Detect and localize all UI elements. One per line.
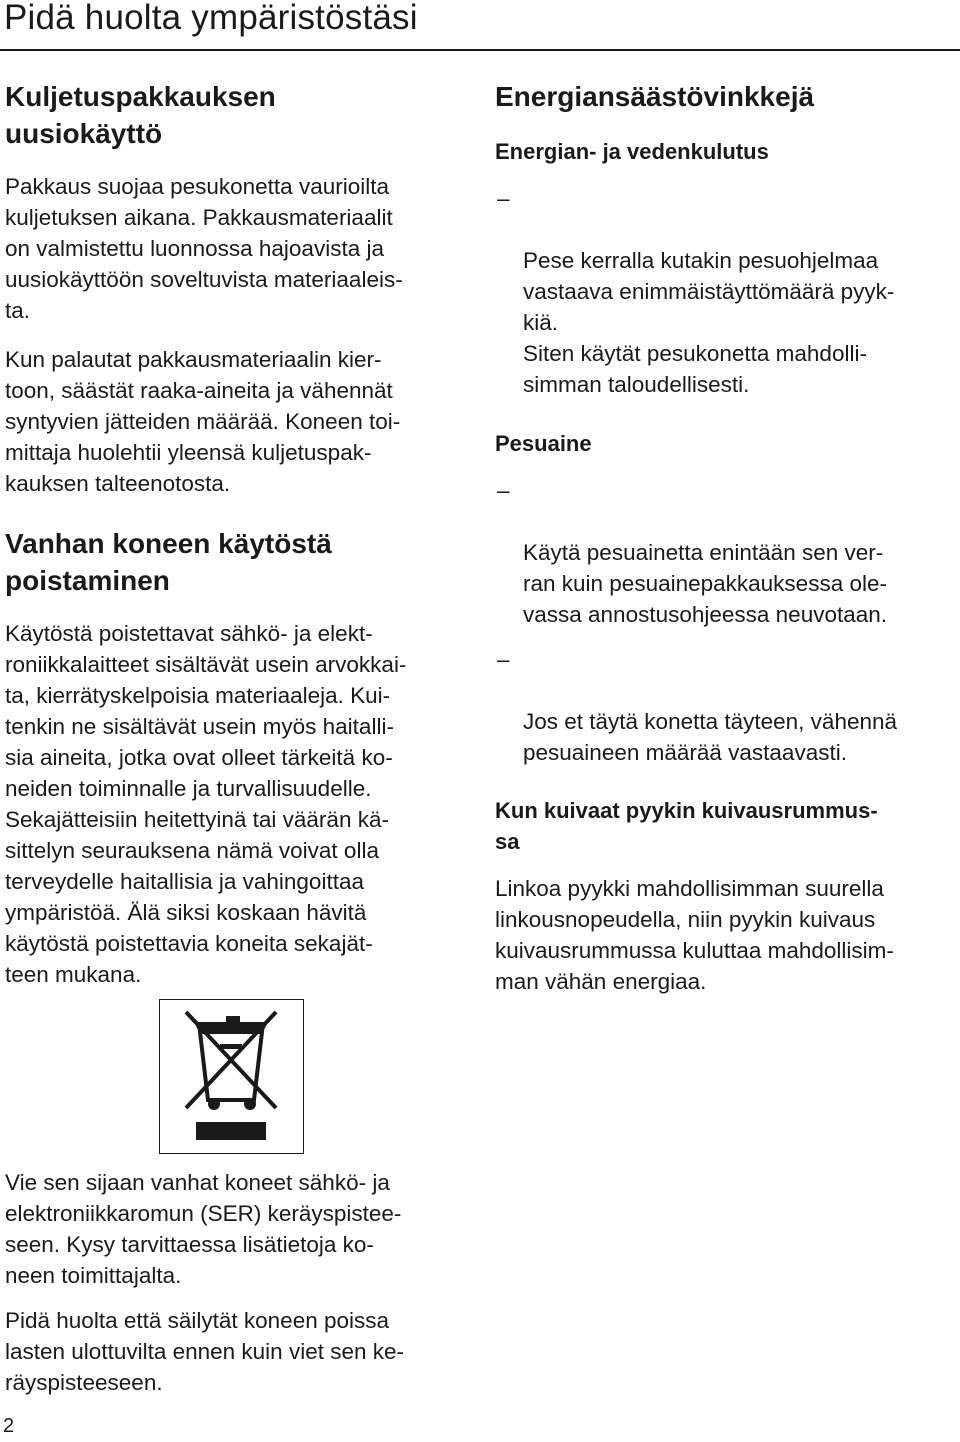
list-dash: –: [497, 647, 510, 672]
left-column: [5, 72, 475, 990]
title-rule: [0, 49, 960, 51]
weee-symbol-box: [159, 999, 304, 1154]
list-item-text: Pese kerralla kutakin pesuohjelmaa vastaava enimmäistäyttömäärä pyyk- kiä. Siten käytät pesukonetta mahdolli- simman taloudellisesti.: [523, 248, 895, 397]
page-title: Pidä huolta ympäristöstäsi: [4, 0, 418, 37]
disposal-paragraph-1: Käytöstä poistettavat sähkö- ja elekt- roniikkalaitteet sisältävät usein arvokkai- ta, kierrätyskelpoisia materiaaleja. Kui- tenkin ne sisältävät usein myös haitalli- sia aineita, jotka ovat olleet tärkeitä ko- neiden toiminnalle ja turvallisuudelle. Sekajätteisiin heitettyinä tai väärän kä- sittelyn seurauksena nämä voivat olla terveydelle haitallisia ja vahingoittaa ympäristöä. Älä siksi koskaan hävitä käytöstä poistettavia koneita sekajät- teen mukana.: [5, 621, 407, 987]
list-dash: –: [497, 478, 510, 503]
list-dash: –: [497, 186, 510, 211]
section-heading-energy-tips: Energiansäästövinkkejä: [495, 81, 815, 112]
disposal-paragraph-2: Vie sen sijaan vanhat koneet sähkö- ja elektroniikkaromun (SER) keräyspistee- seen. Kysy tarvittaessa lisätietoja ko- neen toimittajalta.: [5, 1170, 402, 1288]
list-item: [495, 644, 955, 768]
right-column: [495, 72, 955, 997]
list-item: [495, 183, 955, 400]
packaging-paragraph-1: Pakkaus suojaa pesukonetta vaurioilta kuljetuksen aikana. Pakkausmateriaalit on valmistettu luonnossa hajoavista ja uusiokäyttöön soveltuvista materiaaleis- ta.: [5, 174, 403, 323]
section-heading-packaging: Kuljetuspakkauksen uusiokäyttö: [5, 81, 276, 149]
page-number: 2: [3, 1415, 15, 1437]
subheading-detergent: Pesuaine: [495, 431, 592, 456]
section-heading-disposal: Vanhan koneen käytöstä poistaminen: [5, 528, 332, 596]
tumble-dryer-paragraph: Linkoa pyykki mahdollisimman suurella linkousnopeudella, niin pyykin kuivaus kuivausrummussa kuluttaa mahdollisim- man vähän energiaa.: [495, 876, 894, 994]
list-item: [495, 475, 955, 630]
list-item-text: Käytä pesuainetta enintään sen ver- ran kuin pesuainepakkauksessa ole- vassa annostusohjeessa neuvotaan.: [523, 540, 888, 627]
crossed-out-wheelie-bin-icon: [160, 1000, 302, 1152]
subheading-energy-water: Energian- ja vedenkulutus: [495, 139, 769, 164]
subheading-tumble-dryer: Kun kuivaat pyykin kuivausrummus- sa: [495, 798, 878, 854]
disposal-paragraph-3: Pidä huolta että säilytät koneen poissa lasten ulottuvilta ennen kuin viet sen ke- räyspisteeseen.: [5, 1308, 404, 1395]
disposal-continued: [5, 1167, 475, 1398]
list-item-text: Jos et täytä konetta täyteen, vähennä pesuaineen määrää vastaavasti.: [523, 709, 898, 765]
packaging-paragraph-2: Kun palautat pakkausmateriaalin kier- toon, säästät raaka-aineita ja vähennät syntyvien jätteiden määrää. Koneen toi- mittaja huolehtii yleensä kuljetuspak- kauksen talteenotosta.: [5, 347, 401, 496]
